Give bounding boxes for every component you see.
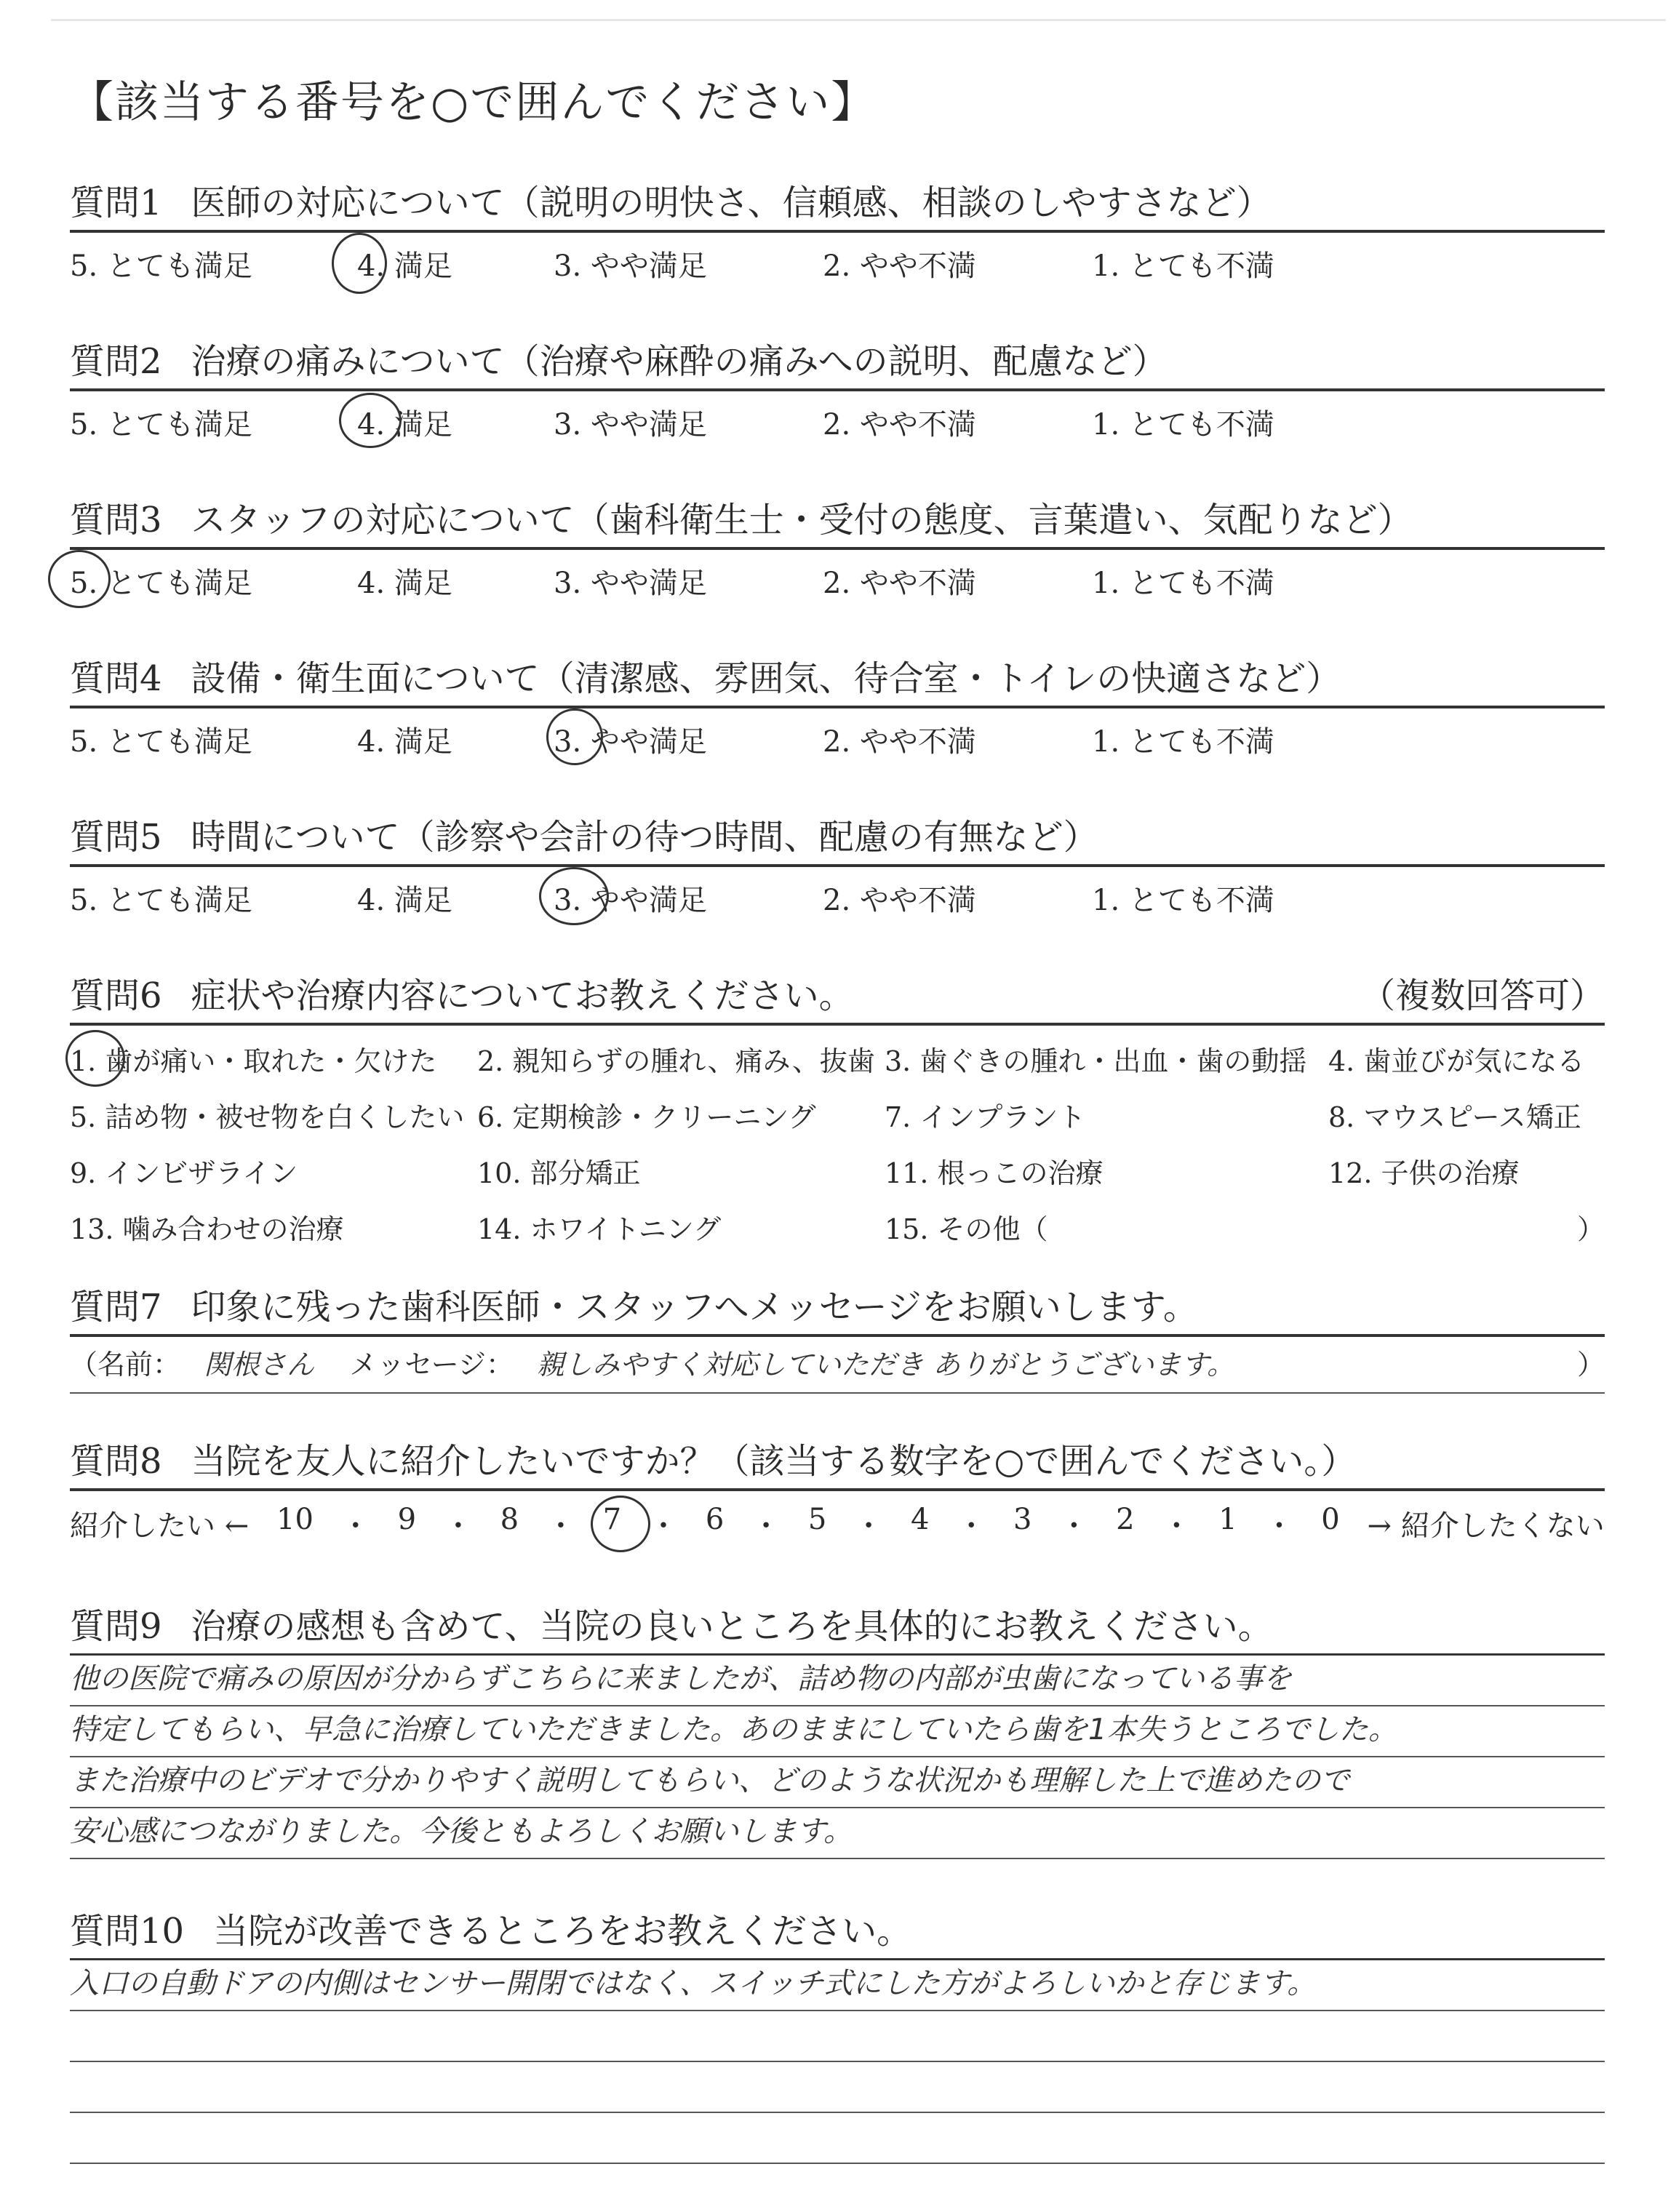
question-number: 質問9 <box>70 1606 162 1647</box>
question-number: 質問7 <box>70 1287 162 1327</box>
option-1[interactable]: 1. とても不満 <box>1092 884 1274 917</box>
option-3[interactable]: 3. やや満足 <box>554 884 707 917</box>
question-text: 症状や治療内容についてお教えください。 <box>191 975 854 1016</box>
symptom-options <box>70 1026 1605 1247</box>
question-text: 当院を友人に紹介したいですか？（該当する数字を○で囲んでください。） <box>191 1441 1357 1482</box>
symptom-option[interactable]: 15. その他（ <box>885 1213 1048 1245</box>
question-2 <box>70 338 1605 448</box>
answer-line: 安心感につながりました。今後ともよろしくお願いします。 <box>70 1808 1605 1859</box>
name-label: （名前： <box>70 1349 181 1381</box>
question-text: 医師の対応について（説明の明快さ、信頼感、相談のしやすさなど） <box>191 183 1272 223</box>
symptom-option[interactable]: 13. 噛み合わせの治療 <box>70 1213 344 1245</box>
symptom-option[interactable]: 14. ホワイトニング <box>477 1213 722 1245</box>
scale-value[interactable]: 10 <box>276 1503 314 1536</box>
name-value[interactable]: 関根さん <box>204 1349 315 1381</box>
message-row <box>70 1337 1605 1394</box>
question-number: 質問5 <box>70 817 162 858</box>
scale-dot: ・ <box>854 1509 884 1543</box>
scale-dot: ・ <box>340 1509 370 1543</box>
option-2[interactable]: 2. やや不満 <box>823 884 976 917</box>
option-1[interactable]: 1. とても不満 <box>1092 408 1274 442</box>
scale-value[interactable]: 3 <box>1013 1503 1032 1536</box>
question-number: 質問3 <box>70 500 162 540</box>
scale-value[interactable]: 2 <box>1116 1503 1135 1536</box>
option-3[interactable]: 3. やや満足 <box>554 567 707 600</box>
survey-form <box>70 70 1605 2212</box>
symptom-option[interactable]: 12. 子供の治療 <box>1328 1157 1520 1189</box>
message-label: メッセージ： <box>349 1349 514 1381</box>
scale-value[interactable]: 7 <box>602 1503 622 1536</box>
question-text: 時間について（診察や会計の待つ時間、配慮の有無など） <box>191 817 1098 858</box>
question-text: 設備・衛生面について（清潔感、雰囲気、待合室・トイレの快適さなど） <box>191 658 1341 699</box>
question-number: 質問1 <box>70 183 162 223</box>
scale-dot: ・ <box>649 1509 678 1543</box>
rating-scale <box>70 867 1605 924</box>
option-2[interactable]: 2. やや不満 <box>823 725 976 759</box>
selection-circle <box>591 1496 650 1552</box>
option-3[interactable]: 3. やや満足 <box>554 408 707 442</box>
option-1[interactable]: 1. とても不満 <box>1092 567 1274 600</box>
scale-value[interactable]: 8 <box>500 1503 519 1536</box>
scale-dot: ・ <box>957 1509 986 1543</box>
form-instruction: 【該当する番号を○で囲んでください】 <box>70 77 877 128</box>
selection-circle <box>65 1030 125 1087</box>
option-4[interactable]: 4. 満足 <box>357 408 452 442</box>
option-4[interactable]: 4. 満足 <box>357 884 452 917</box>
scale-dot: ・ <box>751 1509 781 1543</box>
scale-value[interactable]: 1 <box>1218 1503 1237 1536</box>
scale-right-label: → 紹介したくない <box>1367 1509 1605 1543</box>
scale-value[interactable]: 0 <box>1321 1503 1340 1536</box>
option-4[interactable]: 4. 満足 <box>357 249 452 283</box>
question-text: 治療の感想も含めて、当院の良いところを具体的にお教えください。 <box>191 1606 1273 1647</box>
symptom-option[interactable]: 8. マウスピース矯正 <box>1328 1101 1581 1133</box>
answer-line <box>70 2062 1605 2113</box>
question-text: 治療の痛みについて（治療や麻酔の痛みへの説明、配慮など） <box>191 341 1168 382</box>
symptom-option[interactable]: 7. インプラント <box>885 1101 1086 1133</box>
rating-scale <box>70 233 1605 290</box>
answer-line: 入口の自動ドアの内側はセンサー開閉ではなく、スイッチ式にした方がよろしいかと存じます。 <box>70 1960 1605 2011</box>
question-text: スタッフの対応について（歯科衛生士・受付の態度、言葉遣い、気配りなど） <box>191 500 1413 540</box>
symptom-option[interactable]: 4. 歯並びが気になる <box>1328 1045 1585 1077</box>
referral-scale <box>70 1491 1605 1544</box>
option-5[interactable]: 5. とても満足 <box>70 884 252 917</box>
symptom-option[interactable]: 11. 根っこの治療 <box>885 1157 1104 1189</box>
answer-line: また治療中のビデオで分かりやすく説明してもらい、どのような状況かも理解した上で進めたので <box>70 1757 1605 1808</box>
symptom-option[interactable]: 2. 親知らずの腫れ、痛み、抜歯 <box>477 1045 875 1077</box>
answer-area[interactable] <box>70 1653 1605 1859</box>
question-8 <box>70 1437 1605 1544</box>
question-4 <box>70 655 1605 765</box>
option-1[interactable]: 1. とても不満 <box>1092 725 1274 759</box>
question-1 <box>70 179 1605 290</box>
answer-line: 特定してもらい、早急に治療していただきました。あのままにしていたら歯を1本失うところでした。 <box>70 1706 1605 1757</box>
question-number: 質問8 <box>70 1441 162 1482</box>
selection-circle <box>332 233 387 294</box>
multiple-answer-note: （複数回答可） <box>1360 975 1605 1016</box>
option-3[interactable]: 3. やや満足 <box>554 249 707 283</box>
scale-value[interactable]: 4 <box>910 1503 930 1536</box>
symptom-option[interactable]: 1. 歯が痛い・取れた・欠けた <box>70 1045 437 1077</box>
question-text: 印象に残った歯科医師・スタッフへメッセージをお願いします。 <box>191 1287 1198 1327</box>
symptom-option[interactable]: 9. インビザライン <box>70 1157 298 1189</box>
symptom-option[interactable]: 6. 定期検診・クリーニング <box>477 1101 816 1133</box>
answer-line: 他の医院で痛みの原因が分からずこちらに来ましたが、詰め物の内部が虫歯になっている事を <box>70 1656 1605 1706</box>
symptom-option[interactable]: 5. 詰め物・被せ物を白くしたい <box>70 1101 465 1133</box>
top-edge-line <box>51 19 1666 21</box>
option-5[interactable]: 5. とても満足 <box>70 567 252 600</box>
scale-value[interactable]: 9 <box>397 1503 417 1536</box>
question-7 <box>70 1283 1605 1394</box>
close-paren: ） <box>1576 1349 1605 1381</box>
option-2[interactable]: 2. やや不満 <box>823 567 976 600</box>
option-2[interactable]: 2. やや不満 <box>823 249 976 283</box>
answer-line <box>70 2011 1605 2062</box>
option-1[interactable]: 1. とても不満 <box>1092 249 1274 283</box>
question-text: 当院が改善できるところをお教えください。 <box>213 1911 912 1952</box>
symptom-option[interactable]: 10. 部分矯正 <box>477 1157 641 1189</box>
option-5[interactable]: 5. とても満足 <box>70 725 252 759</box>
question-3 <box>70 496 1605 607</box>
scale-dot: ・ <box>546 1509 575 1543</box>
symptom-option[interactable]: 3. 歯ぐきの腫れ・出血・歯の動揺 <box>885 1045 1307 1077</box>
selection-circle <box>546 708 603 765</box>
selection-circle <box>339 393 402 448</box>
question-6 <box>70 972 1605 1247</box>
close-paren: ） <box>1576 1213 1605 1245</box>
selection-circle <box>48 550 111 608</box>
scale-dot: ・ <box>1059 1509 1089 1543</box>
scale-dot: ・ <box>1264 1509 1294 1543</box>
selection-circle <box>539 867 609 925</box>
scale-dot: ・ <box>443 1509 473 1543</box>
scale-dot: ・ <box>1162 1509 1192 1543</box>
option-4[interactable]: 4. 満足 <box>357 725 452 759</box>
answer-line <box>70 2113 1605 2164</box>
scale-value[interactable]: 6 <box>705 1503 725 1536</box>
scale-left-label: 紹介したい ← <box>70 1509 250 1543</box>
rating-scale <box>70 391 1605 448</box>
answer-area[interactable] <box>70 1958 1605 2164</box>
message-value[interactable]: 親しみやすく対応していただき ありがとうございます。 <box>537 1349 1235 1381</box>
question-9 <box>70 1602 1605 1859</box>
question-number: 質問10 <box>70 1911 185 1952</box>
question-number: 質問6 <box>70 975 162 1016</box>
scale-value[interactable]: 5 <box>807 1503 827 1536</box>
question-5 <box>70 813 1605 924</box>
question-number: 質問4 <box>70 658 162 699</box>
option-5[interactable]: 5. とても満足 <box>70 249 252 283</box>
rating-scale <box>70 550 1605 607</box>
option-5[interactable]: 5. とても満足 <box>70 408 252 442</box>
rating-scale <box>70 708 1605 765</box>
option-3[interactable]: 3. やや満足 <box>554 725 707 759</box>
question-10 <box>70 1907 1605 2164</box>
question-number: 質問2 <box>70 341 162 382</box>
option-4[interactable]: 4. 満足 <box>357 567 452 600</box>
option-2[interactable]: 2. やや不満 <box>823 408 976 442</box>
